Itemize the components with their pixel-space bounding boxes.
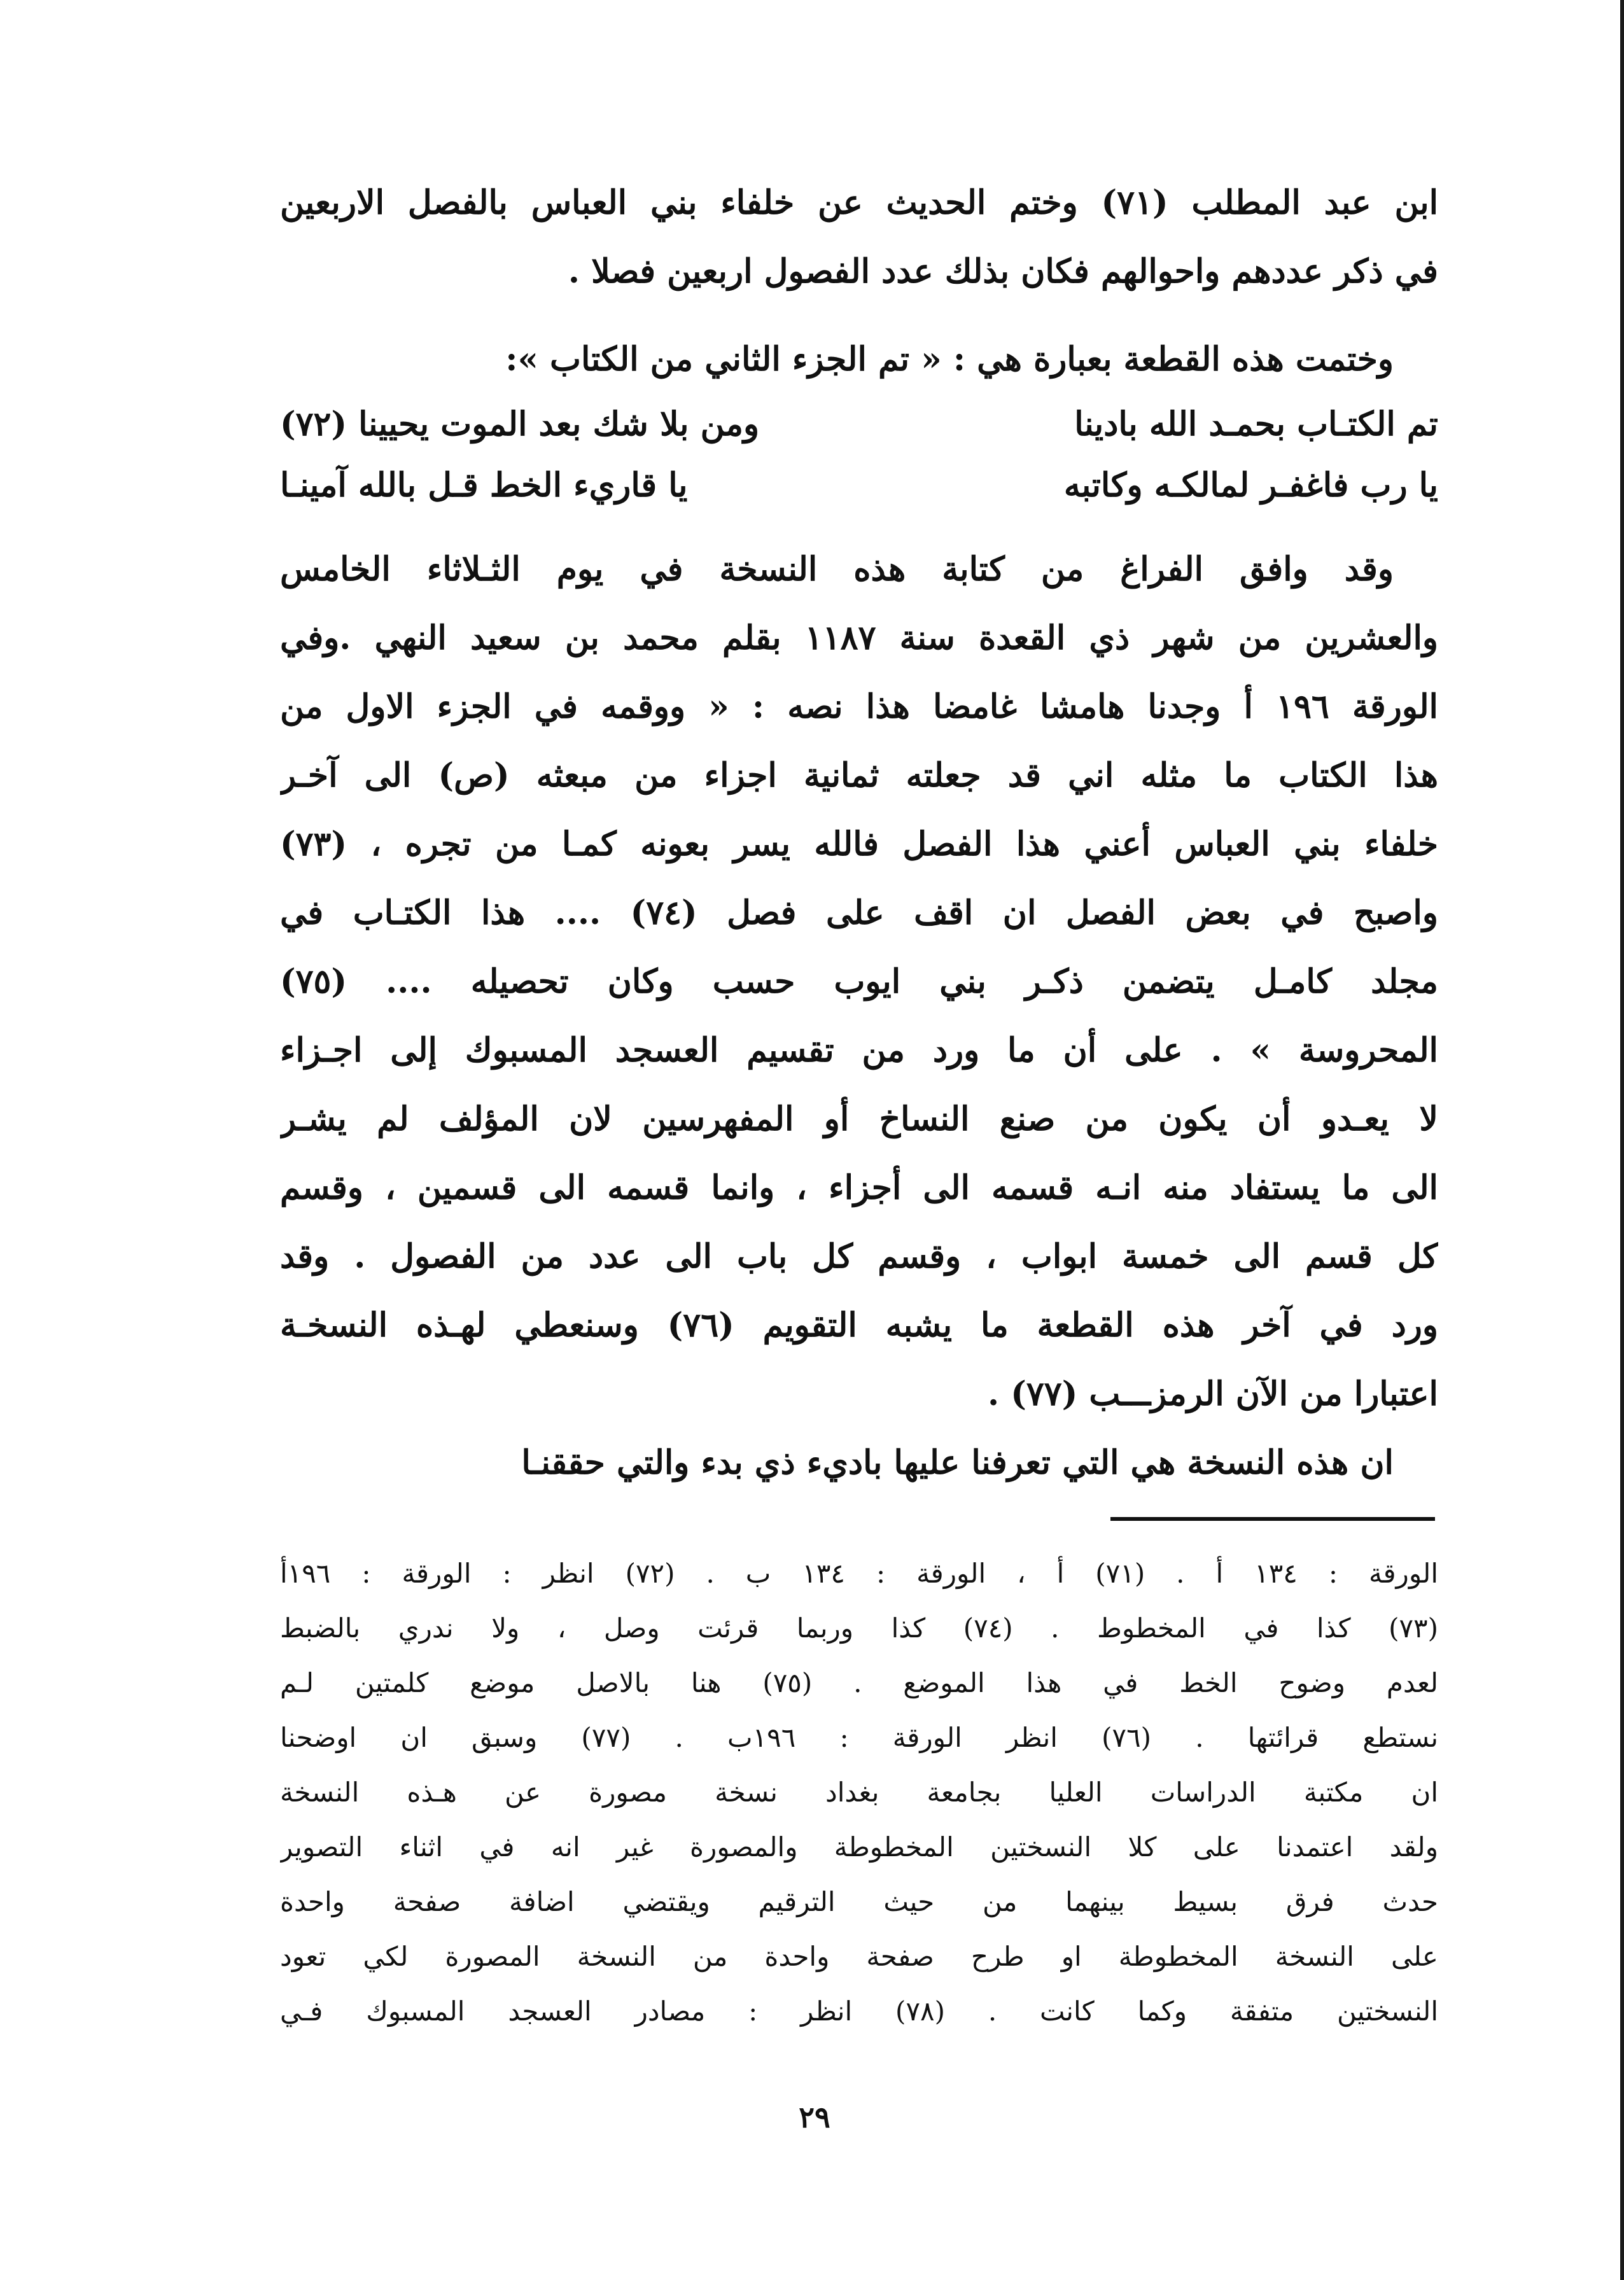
poem-hemistich-second: ومن بلا شك بعد الموت يحيينا (٧٢)	[280, 405, 760, 444]
footnote-line: ولقد اعتمدنا على كلا النسختين المخطوطة والمصورة غير انه في اثناء التصوير	[280, 1831, 1438, 1863]
footnote-line: الورقة : ١٣٤ أ . (٧١) أ ، الورقة : ١٣٤ ب . (٧٢) انظر : الورقة : ١٩٦أ	[280, 1558, 1438, 1589]
text-line: في ذكر عددهم واحوالهم فكان بذلك عدد الفصول اربعين فصلا .	[568, 252, 1438, 291]
footnote-line: النسختين متفقة وكما كانت . (٧٨) انظر : مصادر العسجد المسبوك فـي	[280, 1996, 1438, 2027]
text-line: واصبح في بعض الفصل ان اقف على فصل (٧٤) .... هذا الكتـاب في	[280, 893, 1438, 932]
footnote-line: نستطع قرائتها . (٧٦) انظر الورقة : ١٩٦ب . (٧٧) وسبق ان اوضحنا	[280, 1722, 1438, 1753]
text-line: خلفاء بني العباس أعني هذا الفصل فالله يسر بعونه كمـا من تجره ، (٧٣)	[280, 825, 1438, 864]
poem-verse	[280, 394, 1438, 455]
paragraph-gap	[280, 306, 1438, 325]
text-line: وقد وافق الفراغ من كتابة هذه النسخة في يوم الثـلاثاء الخامس	[280, 550, 1394, 589]
page-number: ٢٩	[799, 2100, 830, 2134]
footnote-separator	[1110, 1517, 1435, 1521]
text-line: الورقة ١٩٦ أ وجدنا هامشا غامضا هذا نصه : « ووقمه في الجزء الاول من	[280, 687, 1438, 726]
text-line: اعتبارا من الآن الرمزـــب (٧٧) .	[988, 1374, 1438, 1413]
poem-hemistich-second: يا قاريء الخط قـل بالله آمينـا	[280, 466, 688, 505]
poem-hemistich-first: تم الكتـاب بحمـد الله بادينا	[1074, 405, 1438, 444]
main-text	[280, 169, 1438, 1497]
text-line: وختمت هذه القطعة بعبارة هي : « تم الجزء الثاني من الكتاب »:	[505, 340, 1394, 379]
text-line: المحروسة » . على أن ما ورد من تقسيم العسجد المسبوك إلى اجـزاء	[280, 1031, 1438, 1070]
page-edge	[1620, 0, 1624, 2280]
text-line: ورد في آخر هذه القطعة ما يشبه التقويم (٧٦) وسنعطي لهـذه النسخـة	[280, 1306, 1438, 1345]
text-line: كل قسم الى خمسة ابواب ، وقسم كل باب الى عدد من الفصول . وقد	[280, 1237, 1438, 1276]
footnotes	[280, 1546, 1438, 2039]
text-line: مجلد كامـل يتضمن ذكـر بني ايوب حسب وكان تحصيله .... (٧٥)	[280, 962, 1438, 1001]
footnote-line: (٧٣) كذا في المخطوط . (٧٤) كذا وربما قرئت وصل ، ولا ندري بالضبط	[280, 1612, 1438, 1644]
poem-hemistich-first: يا رب فاغفـر لمالكـه وكاتبه	[1063, 466, 1438, 505]
text-line: الى ما يستفاد منه انـه قسمه الى أجزاء ، وانما قسمه الى قسمين ، وقسم	[280, 1168, 1438, 1207]
text-line: والعشرين من شهر ذي القعدة سنة ١١٨٧ بقلم محمد بن سعيد النهي .وفي	[280, 619, 1438, 657]
text-line: هذا الكتاب ما مثله اني قد جعلته ثمانية اجزاء من مبعثه (ص) الى آخـر	[280, 756, 1438, 795]
text-line: ابن عبد المطلب (٧١) وختم الحديث عن خلفاء بني العباس بالفصل الاربعين	[280, 183, 1438, 222]
footnote-line: على النسخة المخطوطة او طرح صفحة واحدة من النسخة المصورة لكي تعود	[280, 1941, 1438, 1972]
poem-verse	[280, 455, 1438, 516]
text-line: لا يعـدو أن يكون من صنع النساخ أو المفهرسين لان المؤلف لم يشـر	[280, 1100, 1438, 1138]
text-line: ان هذه النسخة هي التي تعرفنا عليها باديء ذي بدء والتي حققنـا	[521, 1443, 1394, 1482]
footnote-line: لعدم وضوح الخط في هذا الموضع . (٧٥) هنا بالاصل موضع كلمتين لـم	[280, 1667, 1438, 1698]
footnote-line: حدث فرق بسيط بينهما من حيث الترقيم ويقتضي اضافة صفحة واحدة	[280, 1886, 1438, 1917]
footnote-line: ان مكتبة الدراسات العليا بجامعة بغداد نسخة مصورة عن هـذه النسخة	[280, 1777, 1438, 1808]
paragraph-gap	[280, 516, 1438, 535]
